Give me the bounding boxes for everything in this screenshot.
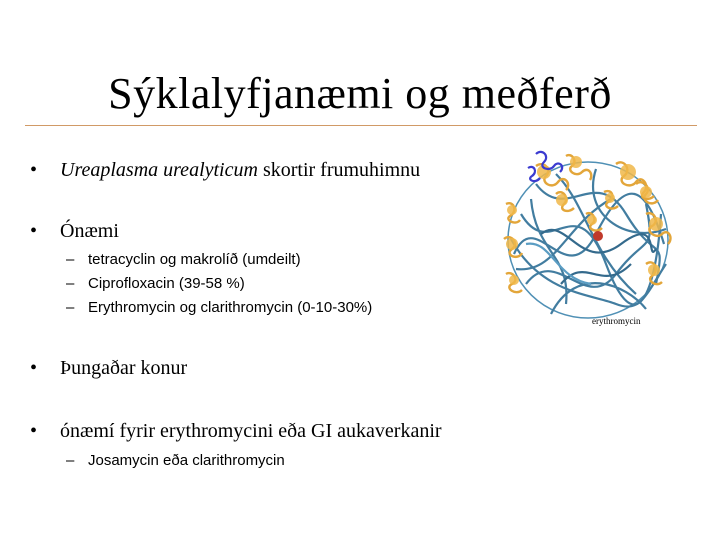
bullet-text: Þungaðar konur bbox=[60, 357, 188, 379]
bullet-item bbox=[30, 418, 442, 444]
organism-name: Ureaplasma urealyticum bbox=[60, 159, 258, 181]
bullet-text: ónæmí fyrir erythromycini eða GI aukaverkanir bbox=[60, 420, 442, 442]
image-caption: erythromycin bbox=[592, 316, 641, 326]
sub-bullet-item bbox=[66, 273, 245, 295]
title-divider bbox=[25, 125, 697, 126]
bullet-marker: • bbox=[30, 357, 38, 379]
sub-bullet-marker: – bbox=[66, 275, 75, 292]
sub-bullet-text: Josamycin eða clarithromycin bbox=[88, 452, 285, 469]
sub-bullet-item bbox=[66, 450, 285, 472]
sub-bullet-marker: – bbox=[66, 299, 75, 316]
sub-bullet-item bbox=[66, 297, 372, 319]
bullet-item bbox=[30, 218, 119, 244]
bullet-marker: • bbox=[30, 220, 38, 242]
sub-bullet-text: tetracyclin og makrolíð (umdeilt) bbox=[88, 251, 301, 268]
sub-bullet-item bbox=[66, 249, 301, 271]
rna-strands bbox=[508, 162, 668, 318]
bullet-text: skortir frumuhimnu bbox=[257, 159, 421, 181]
bullet-item bbox=[30, 355, 187, 381]
sub-bullet-text: Erythromycin og clarithromycin (0-10-30%) bbox=[88, 299, 373, 316]
sub-bullet-text: Ciprofloxacin (39-58 %) bbox=[88, 275, 245, 292]
sub-bullet-marker: – bbox=[66, 452, 75, 469]
bullet-marker: • bbox=[30, 420, 38, 442]
erythromycin-binding-site bbox=[593, 231, 603, 241]
sub-bullet-marker: – bbox=[66, 251, 75, 268]
bullet-item bbox=[30, 157, 420, 183]
bullet-text: Ónæmi bbox=[60, 220, 119, 242]
bullet-marker: • bbox=[30, 159, 38, 181]
slide-title: Sýklalyfjanæmi og meðferð bbox=[108, 69, 612, 118]
ribosome-illustration bbox=[496, 144, 680, 326]
